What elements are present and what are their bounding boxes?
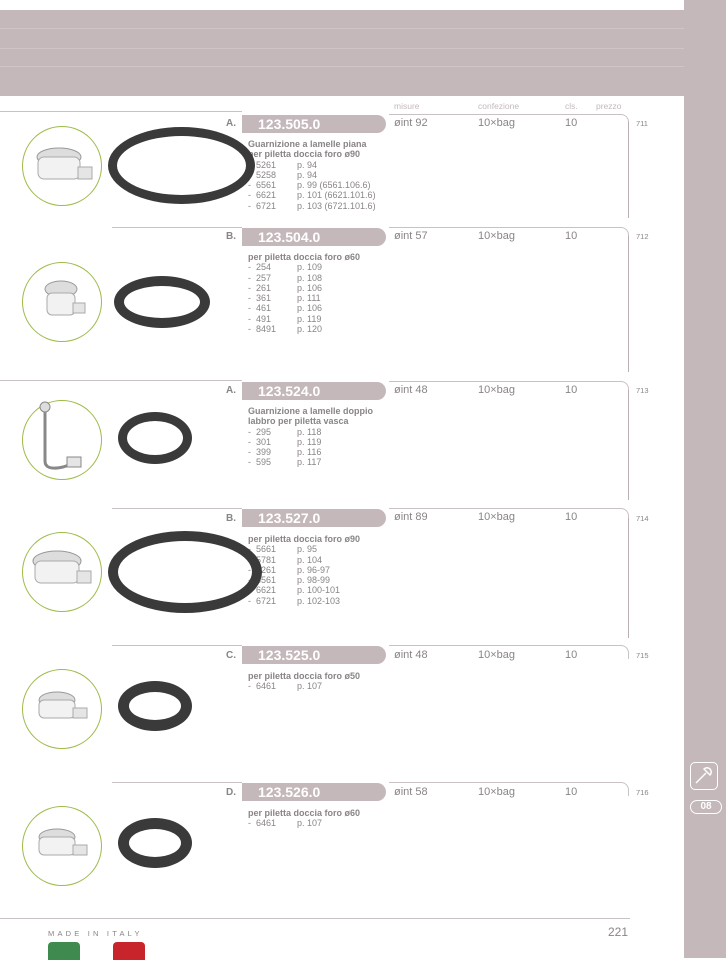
confezione-value: 10×bag [478, 511, 516, 523]
misure-value: øint 92 [394, 117, 428, 129]
product-code: 123.524.0 [242, 382, 386, 400]
compat-row: - 5258 p. 94 [248, 169, 318, 180]
row-bracket-line [628, 390, 629, 500]
compat-row: - 6621 p. 101 (6621.101.6) [248, 190, 376, 201]
description-title: per piletta doccia foro ø50 [248, 671, 361, 681]
misure-value: øint 57 [394, 230, 428, 242]
description-title: per piletta doccia foro ø60 [248, 252, 361, 262]
product-description [248, 406, 373, 468]
gasket-image [114, 276, 210, 328]
product-code: 123.527.0 [242, 509, 386, 527]
separator-line [112, 227, 242, 228]
drain-thumbnail [22, 126, 102, 206]
reference-number: 713 [636, 386, 649, 395]
compat-row: - 8491 p. 120 [248, 324, 323, 335]
reference-number: 712 [636, 232, 649, 241]
description-title: labbro per piletta vasca [248, 416, 349, 427]
confezione-value: 10×bag [478, 649, 516, 661]
confezione-value: 10×bag [478, 786, 516, 798]
description-title: Guarnizione a lamelle doppio [248, 406, 374, 416]
product-code: 123.504.0 [242, 228, 386, 246]
compat-row: - 257 p. 108 [248, 272, 323, 283]
reference-number: 715 [636, 651, 649, 660]
product-description [248, 671, 360, 692]
cls-value: 10 [565, 384, 578, 396]
wrench-icon [690, 762, 718, 790]
drain-thumbnail [22, 806, 102, 886]
column-header-cls: cls. [565, 101, 578, 111]
compat-row: - 361 p. 111 [248, 293, 321, 304]
product-code: 123.505.0 [242, 115, 386, 133]
drain-thumbnail [22, 669, 102, 749]
compat-row: - 491 p. 119 [248, 313, 322, 324]
separator-line [0, 380, 242, 381]
separator-line [112, 782, 242, 783]
gasket-image [108, 531, 262, 613]
product-description [248, 252, 360, 334]
cls-value: 10 [565, 117, 578, 129]
compat-row: - 6621 p. 100-101 [248, 585, 341, 596]
variant-letter: B. [226, 513, 236, 524]
compat-row: - 6561 p. 98-99 [248, 575, 331, 586]
row-bracket-line [628, 236, 629, 372]
flag-red-icon [113, 942, 145, 960]
separator-line [112, 508, 242, 509]
product-description [248, 808, 360, 829]
compat-row: - 6721 p. 103 (6721.101.6) [248, 200, 376, 211]
description-title: per piletta doccia foro ø60 [248, 808, 361, 818]
compat-row: - 6261 p. 96-97 [248, 564, 331, 575]
confezione-value: 10×bag [478, 230, 516, 242]
misure-value: øint 48 [394, 384, 428, 396]
reference-number: 711 [636, 119, 648, 128]
variant-letter: C. [226, 650, 236, 661]
cls-value: 10 [565, 649, 578, 661]
page-number: 221 [608, 925, 629, 939]
row-bracket-line [628, 518, 629, 638]
reference-number: 714 [636, 514, 649, 523]
confezione-value: 10×bag [478, 384, 516, 396]
compat-row: - 5261 p. 94 [248, 159, 318, 170]
compat-row: - 6721 p. 102-103 [248, 595, 341, 606]
drain-thumbnail [22, 400, 102, 480]
separator-line [0, 111, 242, 112]
variant-letter: A. [226, 118, 236, 129]
gasket-image [118, 412, 192, 464]
cls-value: 10 [565, 230, 578, 242]
cls-value: 10 [565, 786, 578, 798]
column-header-prezzo: prezzo [596, 101, 622, 111]
gasket-image [108, 127, 255, 204]
made-in-label: MADE IN ITALY [48, 929, 143, 938]
drain-thumbnail [22, 262, 102, 342]
compat-row: - 595 p. 117 [248, 457, 322, 468]
confezione-value: 10×bag [478, 117, 516, 129]
variant-letter: B. [226, 231, 236, 242]
compat-row: - 301 p. 119 [248, 436, 322, 447]
variant-letter: D. [226, 787, 236, 798]
footer-line [0, 918, 630, 919]
compat-row: - 5781 p. 104 [248, 554, 323, 565]
gasket-image [118, 818, 192, 868]
flag-green-icon [48, 942, 80, 960]
row-bracket-line [628, 122, 629, 218]
product-description [248, 139, 376, 211]
compat-row: - 254 p. 109 [248, 262, 323, 273]
reference-number: 716 [636, 788, 649, 797]
description-title: per piletta doccia foro ø90 [248, 534, 361, 544]
product-description [248, 534, 360, 606]
description-title: per piletta doccia foro ø90 [248, 149, 361, 160]
variant-letter: A. [226, 385, 236, 396]
gasket-image [118, 681, 192, 731]
compat-row: - 6461 p. 107 [248, 818, 323, 829]
product-code: 123.526.0 [242, 783, 386, 801]
compat-row: - 5661 p. 95 [248, 544, 318, 555]
section-number-badge: 08 [690, 800, 722, 814]
description-title: Guarnizione a lamelle piana [248, 139, 367, 149]
cls-value: 10 [565, 511, 578, 523]
misure-value: øint 48 [394, 649, 428, 661]
separator-line [112, 645, 242, 646]
column-header-misure: misure [394, 101, 420, 111]
compat-row: - 399 p. 116 [248, 447, 322, 458]
column-header-confezione: confezione [478, 101, 520, 111]
header-band [0, 10, 684, 96]
compat-row: - 261 p. 106 [248, 282, 323, 293]
drain-thumbnail [22, 532, 102, 612]
compat-row: - 295 p. 118 [248, 426, 322, 437]
compat-row: - 6461 p. 107 [248, 681, 323, 692]
compat-row: - 6561 p. 99 (6561.106.6) [248, 180, 371, 191]
product-code: 123.525.0 [242, 646, 386, 664]
misure-value: øint 89 [394, 511, 428, 523]
misure-value: øint 58 [394, 786, 428, 798]
compat-row: - 461 p. 106 [248, 303, 323, 314]
section-side-bar [684, 0, 726, 958]
